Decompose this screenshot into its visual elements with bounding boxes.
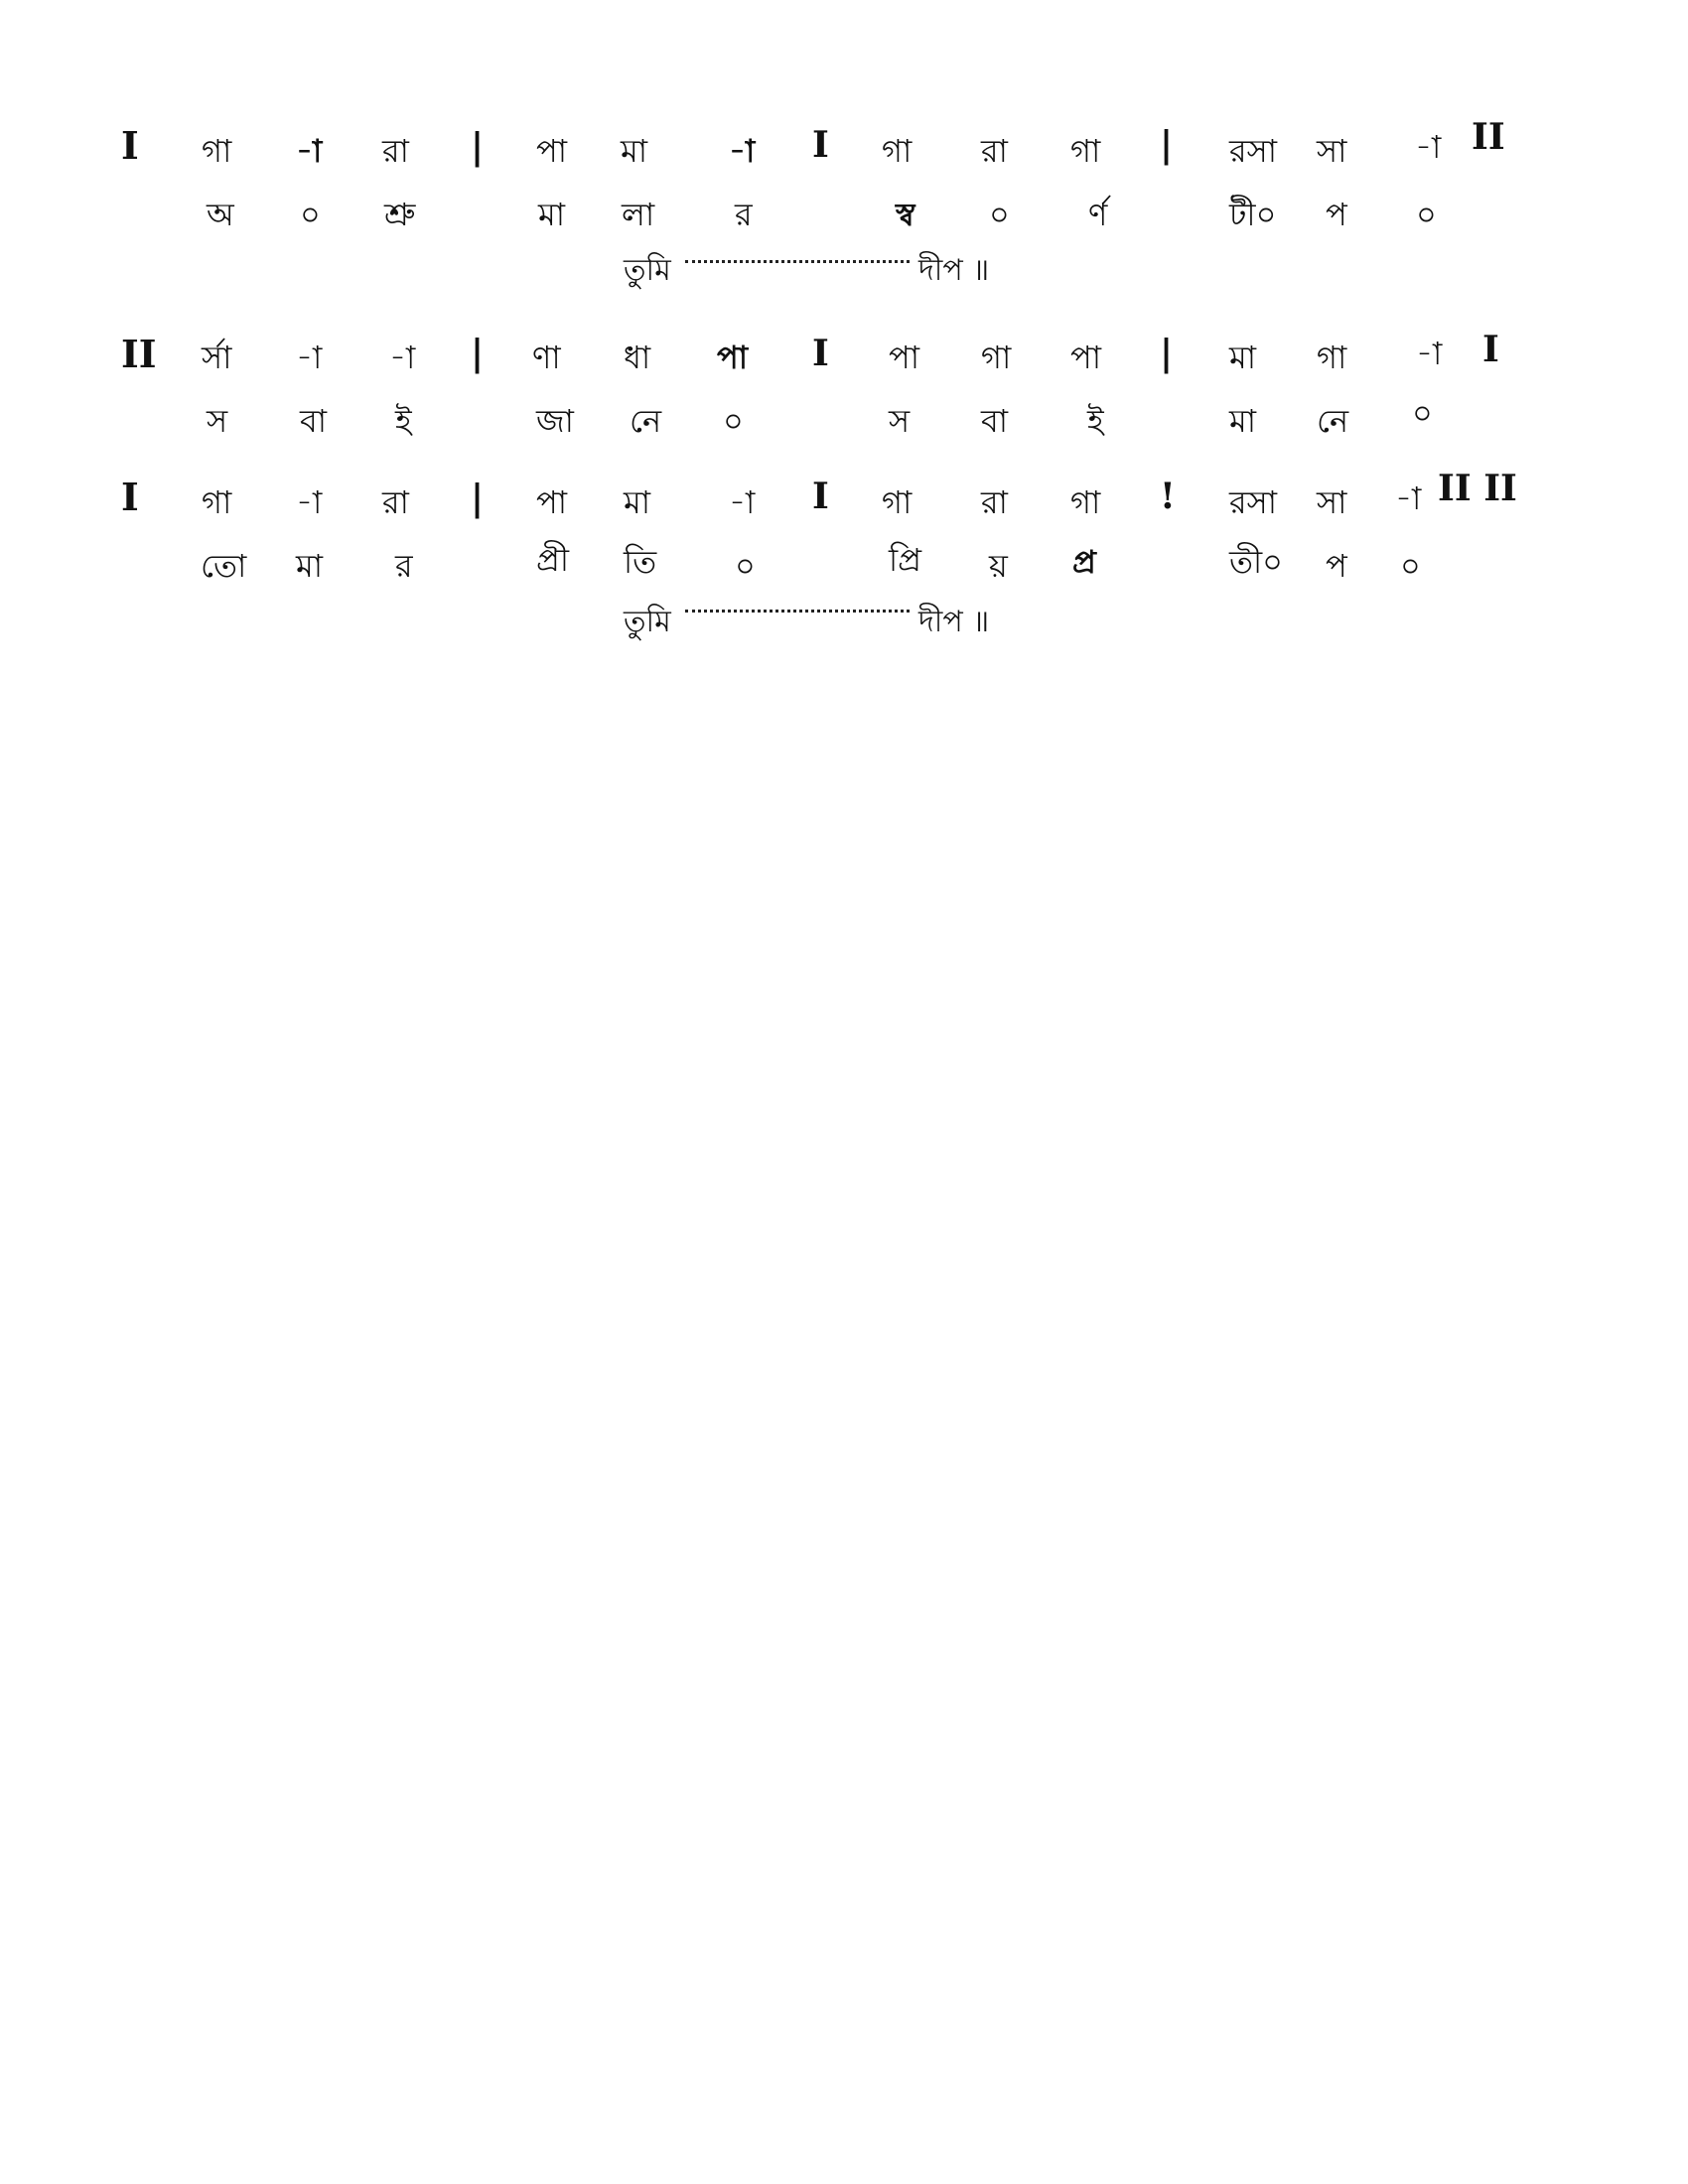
row-lead-marker: II — [121, 332, 157, 376]
note: মা — [621, 132, 648, 170]
lyric-syllable: বা — [981, 402, 1009, 440]
lyric-syllable: মা — [538, 196, 566, 233]
lyric-syllable: স — [889, 402, 911, 440]
lyric-syllable: র — [395, 547, 413, 585]
note: সা — [1317, 483, 1347, 521]
bar-line: | — [471, 126, 485, 168]
note: পা — [536, 132, 568, 170]
note: গা — [1070, 483, 1101, 521]
lyric-syllable: প্রী — [536, 541, 570, 579]
lyric-syllable: য় — [989, 547, 1008, 585]
note: -া — [296, 132, 323, 170]
note: -া — [1395, 479, 1422, 517]
note: রা — [382, 132, 409, 170]
note: -া — [389, 339, 416, 376]
bar-line: | — [471, 333, 485, 374]
note: রা — [382, 483, 409, 521]
bar-line: I — [812, 333, 829, 374]
refrain-end: দীপ ॥ — [918, 605, 990, 639]
note: গা — [202, 483, 232, 521]
lyric-syllable: র্ণ — [1088, 196, 1108, 233]
note: পা — [1070, 339, 1102, 376]
note: ণা — [532, 339, 561, 376]
note: সা — [1317, 132, 1347, 170]
row-lead-marker: I — [121, 123, 139, 168]
note: গা — [1070, 132, 1101, 170]
bar-line: I — [812, 124, 829, 166]
row-lead-marker: I — [121, 475, 139, 519]
lyric-syllable: তো — [201, 547, 247, 585]
lyric-syllable: প্রি — [889, 541, 922, 579]
refrain-ellipsis — [685, 610, 910, 613]
note: গা — [1317, 339, 1347, 376]
bar-line: ! — [1160, 476, 1176, 517]
lyric-syllable: ০ — [723, 402, 744, 440]
lyric-syllable: র — [735, 196, 753, 233]
lyric-syllable: স্ব — [896, 196, 915, 233]
refrain-end: দীপ ॥ — [918, 253, 990, 288]
bar-line: | — [1160, 333, 1174, 374]
note: গা — [882, 483, 913, 521]
note: -া — [729, 132, 756, 170]
lyric-syllable: প্র — [1072, 543, 1096, 581]
lyric-syllable: টী০ — [1229, 196, 1277, 233]
end-bar-line: II — [1472, 116, 1505, 158]
note: রসা — [1229, 132, 1278, 170]
bar-line: I — [1482, 329, 1499, 370]
lyric-syllable: ০ — [300, 196, 321, 233]
note: পা — [536, 483, 568, 521]
lyric-syllable: প — [1326, 196, 1347, 233]
bar-line: I — [812, 476, 829, 517]
note: রা — [981, 483, 1008, 521]
note: রা — [981, 132, 1008, 170]
note: গা — [202, 132, 232, 170]
note: -া — [296, 339, 323, 376]
lyric-syllable: ০ — [735, 547, 756, 585]
lyric-syllable: ০ — [1400, 547, 1421, 585]
lyric-syllable: নে — [1317, 402, 1349, 440]
note: -া — [296, 483, 323, 521]
lyric-syllable: ই — [1087, 402, 1104, 440]
note: পা — [889, 339, 920, 376]
note: মা — [1229, 339, 1257, 376]
lyric-syllable: মা — [1229, 402, 1257, 440]
note: -া — [1415, 128, 1442, 166]
end-bar-line: II II — [1438, 468, 1517, 509]
note: রসা — [1229, 483, 1278, 521]
lyric-syllable: ০ — [989, 196, 1010, 233]
lyric-syllable: প — [1326, 547, 1347, 585]
bar-line: | — [471, 478, 485, 519]
refrain-start: তুমি — [624, 605, 671, 639]
lyric-syllable: লা — [622, 196, 655, 233]
lyric-syllable: ই — [395, 402, 412, 440]
lyric-syllable: জা — [536, 402, 574, 440]
bar-line: | — [1160, 124, 1174, 166]
note: র্সা — [202, 339, 232, 376]
note: পা — [717, 339, 749, 376]
lyric-syllable: তী০ — [1229, 543, 1283, 581]
note: মা — [624, 483, 651, 521]
lyric-syllable: ০ — [1412, 394, 1433, 432]
lyric-syllable: অ — [207, 196, 234, 233]
lyric-syllable: তি — [624, 543, 657, 581]
lyric-syllable: শ্রু — [384, 196, 416, 233]
lyric-syllable: ০ — [1416, 196, 1437, 233]
lyric-syllable: স — [207, 402, 228, 440]
note: ধা — [624, 339, 651, 376]
refrain-ellipsis — [685, 260, 910, 263]
note: -া — [1416, 335, 1443, 372]
note: গা — [882, 132, 913, 170]
lyric-syllable: নে — [630, 402, 662, 440]
lyric-syllable: মা — [296, 547, 324, 585]
note: -া — [729, 483, 756, 521]
note: গা — [981, 339, 1012, 376]
lyric-syllable: বা — [300, 402, 328, 440]
refrain-start: তুমি — [624, 253, 671, 288]
